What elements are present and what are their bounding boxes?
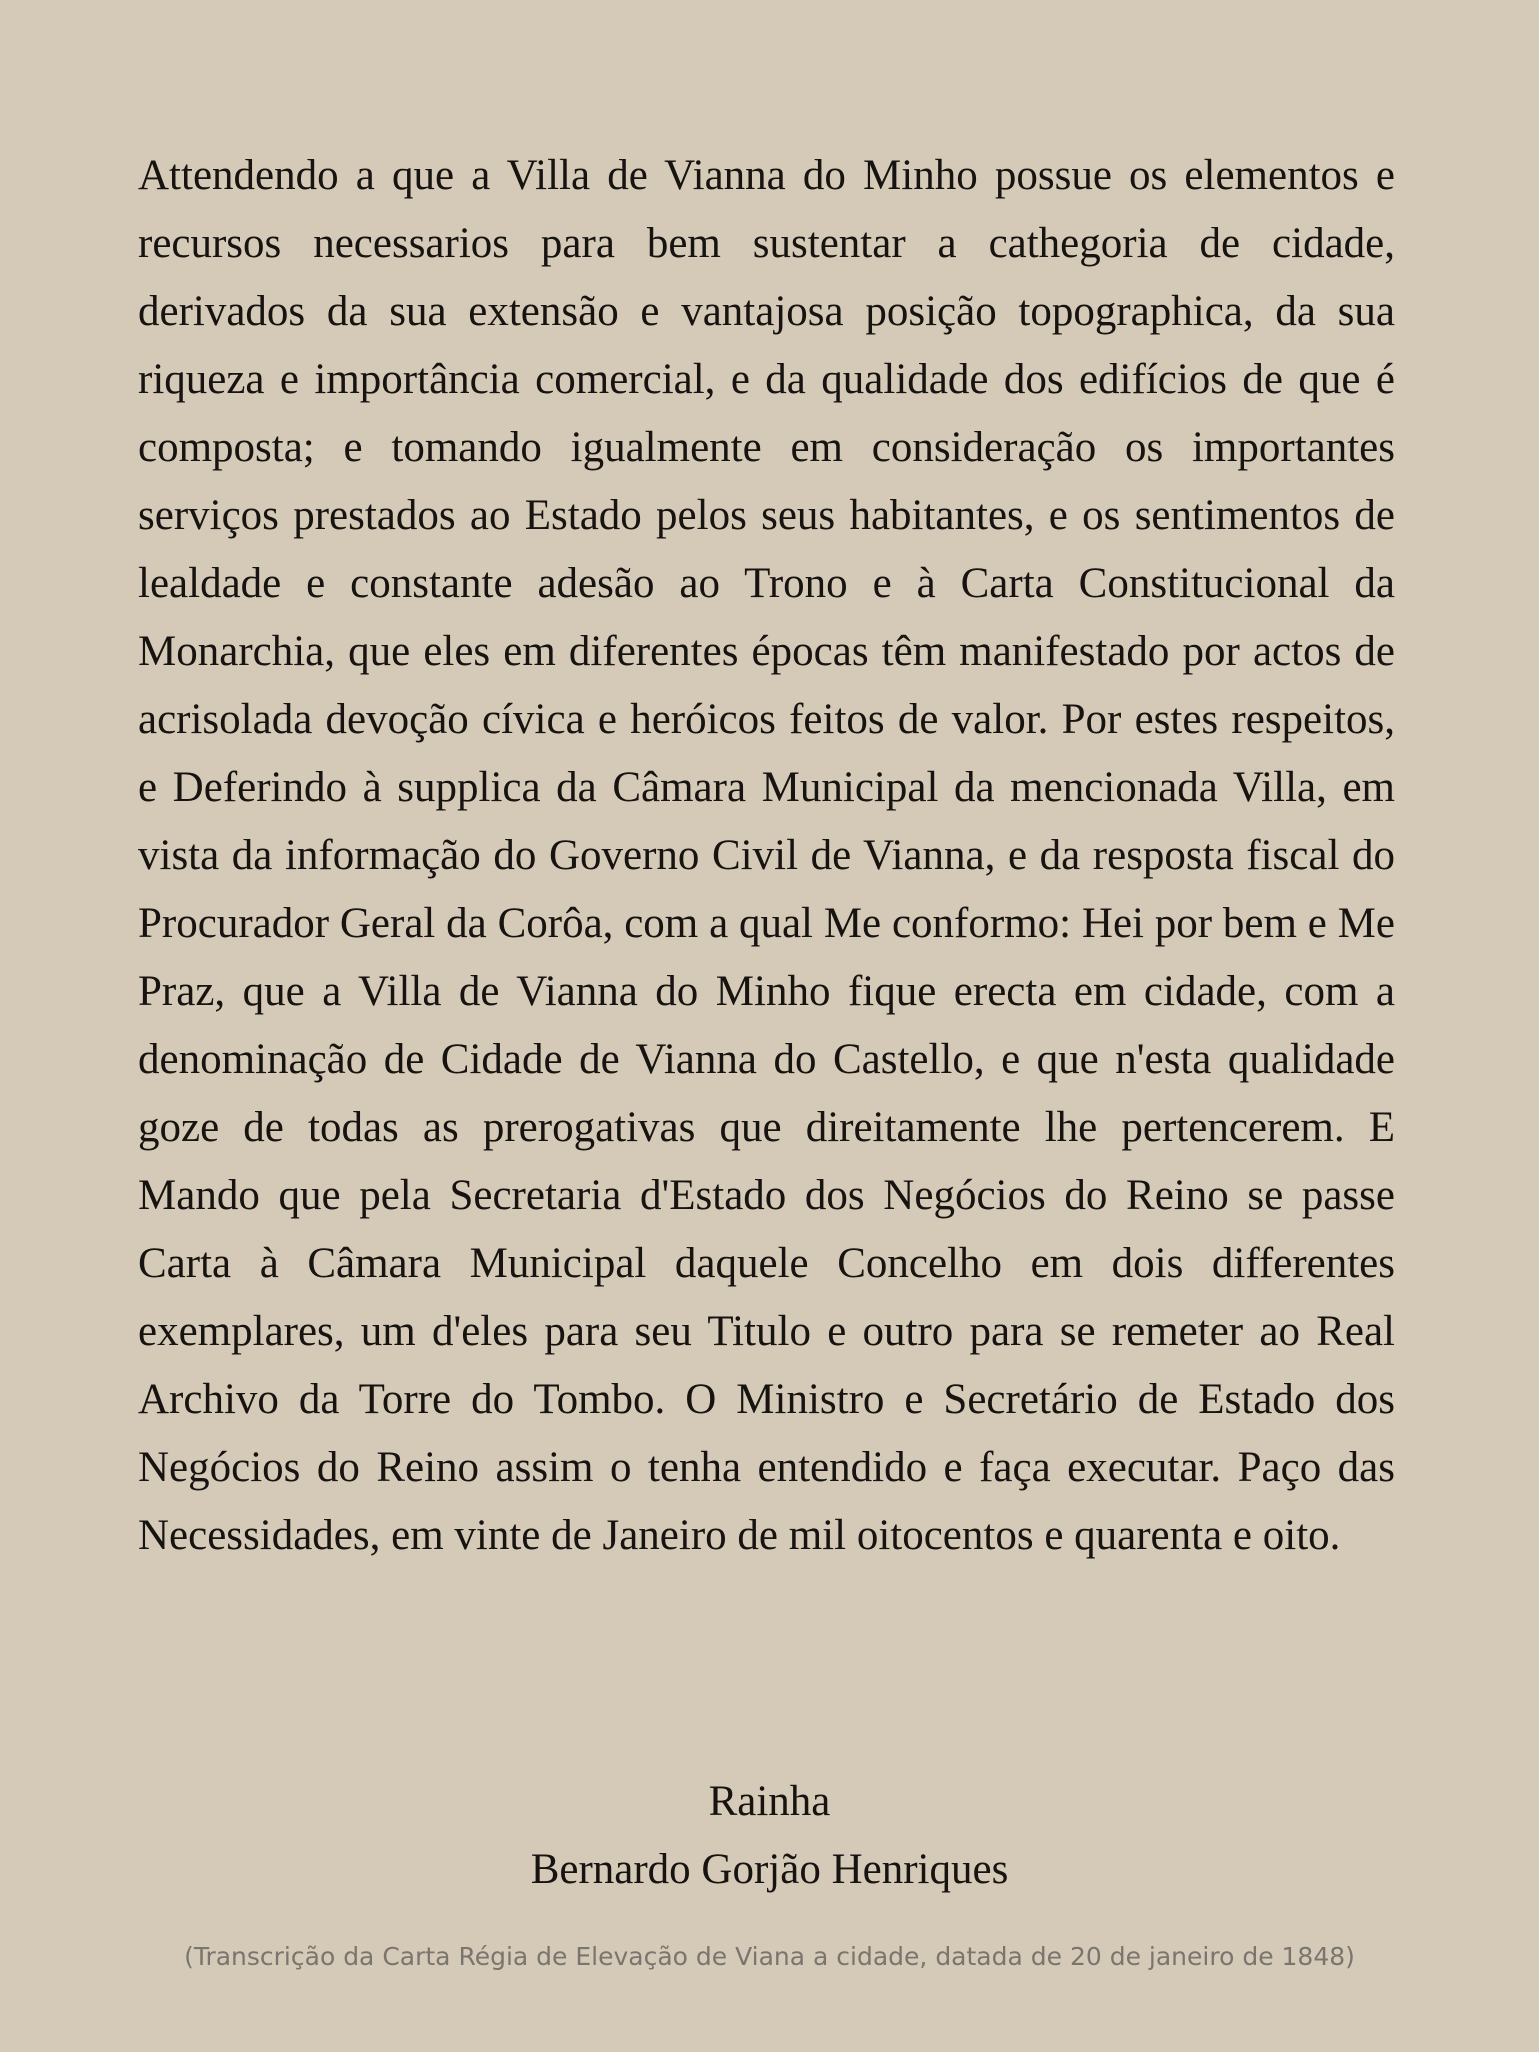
source-caption: (Transcrição da Carta Régia de Elevação de Viana a cidade, datada de 20 de janeiro de 1848) — [184, 1942, 1355, 1971]
signature-queen: Rainha — [708, 1778, 831, 1825]
signature-minister: Bernardo Gorjão Henriques — [530, 1846, 1009, 1893]
signature-block — [0, 1768, 1539, 1904]
decree-body-text: Attendendo a que a Villa de Vianna do Minho possue os elementos e recursos necessarios para bem sustentar a cathegoria de cidade, derivados da sua extensão e vantajosa posição topographica, da sua riqueza e importância comercial, e da qualidade dos edifícios de que é composta; e tomando igualmente em consideração os importantes serviços prestados ao Estado pelos seus habitantes, e os sentimentos de lealdade e constante adesão ao Trono e à Carta Constitucional da Monarchia, que eles em diferentes épocas têm manifestado por actos de acrisolada devoção cívica e heróicos feitos de valor. Por estes respeitos, e Deferindo à supplica da Câmara Municipal da mencionada Villa, em vista da informação do Governo Civil de Vianna, e da resposta fiscal do Procurador Geral da Corôa, com a qual Me conformo: Hei por bem e Me Praz, que a Villa de Vianna do Minho fique erecta em cidade, com a denominação de Cidade de Vianna do Castello, e que n'esta qualidade goze de todas as prerogativas que direitamente lhe pertencerem. E Mando que pela Secretaria d'Estado dos Negócios do Reino se passe Carta à Câmara Municipal daquele Concelho em dois differentes exemplares, um d'eles para seu Titulo e outro para se remeter ao Real Archivo da Torre do Tombo. O Ministro e Secretário de Estado dos Negócios do Reino assim o tenha entendido e faça executar. Paço das Necessidades, em vinte de Janeiro de mil oitocentos e quarenta e oito. — [138, 152, 1395, 1559]
